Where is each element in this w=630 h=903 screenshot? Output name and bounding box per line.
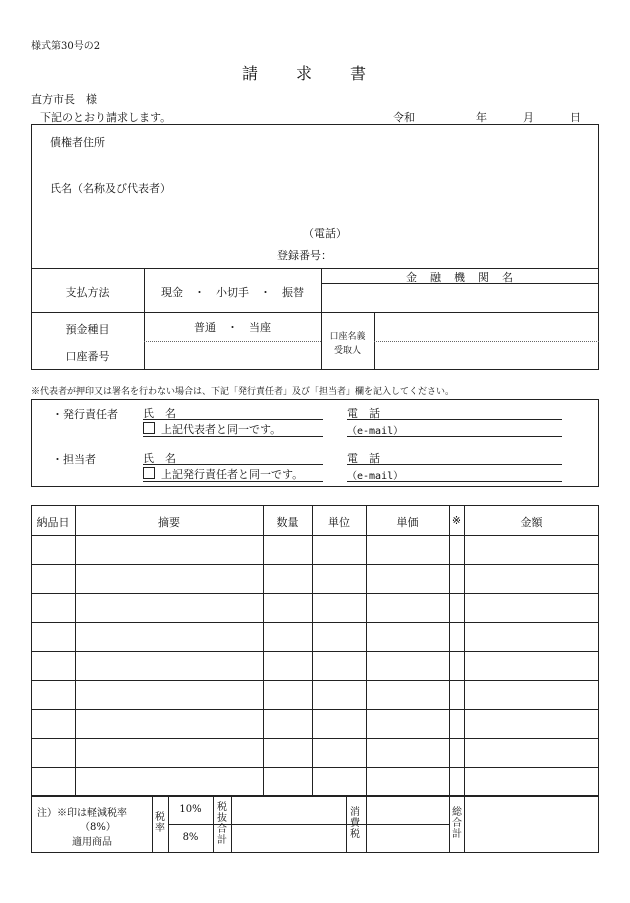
column-line bbox=[464, 505, 465, 795]
table-row-line bbox=[31, 564, 599, 565]
issuer-name-field[interactable] bbox=[180, 403, 323, 419]
footer-note-line2: （8%） bbox=[80, 822, 116, 833]
column-line bbox=[449, 505, 450, 853]
footer-note-line1: 注）※印は軽減税率 bbox=[37, 808, 127, 819]
lead-text: 下記のとおり請求します。 bbox=[40, 111, 172, 124]
header-amount: 金額 bbox=[520, 516, 543, 529]
account-holder-field[interactable] bbox=[377, 315, 596, 339]
table-row-line bbox=[31, 680, 599, 681]
creditor-phone-label: （電話） bbox=[303, 227, 347, 240]
deposit-type-label: 預金種目 bbox=[65, 323, 110, 336]
staff-email-field[interactable] bbox=[420, 465, 562, 481]
table-row-line bbox=[31, 738, 599, 739]
consumption-tax-10-field[interactable] bbox=[368, 798, 447, 822]
dotted-divider bbox=[374, 341, 599, 342]
payment-method-label: 支払方法 bbox=[65, 286, 110, 299]
payment-method-options[interactable]: 現金 ・ 小切手 ・ 振替 bbox=[161, 286, 304, 299]
header-quantity: 数量 bbox=[276, 516, 299, 529]
issuer-name-label: 氏 名 bbox=[143, 407, 176, 420]
issuer-label: ・発行責任者 bbox=[52, 408, 118, 421]
tax-rate-label: 税率 bbox=[155, 812, 165, 834]
header-description: 摘要 bbox=[158, 516, 180, 529]
bank-name-label: 金 融 機 関 名 bbox=[406, 271, 514, 284]
date-day: 日 bbox=[570, 111, 581, 124]
footer-note-line3: 適用商品 bbox=[72, 837, 112, 848]
creditor-address-field[interactable] bbox=[130, 130, 590, 152]
staff-check-underline bbox=[143, 481, 323, 482]
issuer-same-label: 上記代表者と同一です。 bbox=[161, 423, 282, 436]
staff-phone-field[interactable] bbox=[390, 448, 562, 464]
divider bbox=[31, 312, 599, 313]
representative-note: ※代表者が押印又は署名を行わない場合は、下記「発行責任者」及び「担当者」欄を記入してください。 bbox=[31, 387, 455, 397]
dotted-divider bbox=[144, 341, 321, 342]
divider bbox=[168, 824, 449, 825]
header-delivery-date: 納品日 bbox=[36, 516, 70, 529]
issuer-email-label: （e-mail） bbox=[347, 426, 404, 437]
staff-email-underline bbox=[347, 481, 562, 482]
creditor-name-field[interactable] bbox=[180, 176, 590, 198]
header-unit-price: 単価 bbox=[396, 516, 419, 529]
registration-number-label: 登録番号： bbox=[277, 249, 332, 262]
pretax-total-label: 税抜合計 bbox=[217, 802, 227, 846]
payee-label: 受取人 bbox=[333, 346, 361, 356]
pretax-total-8-field[interactable] bbox=[233, 827, 344, 851]
column-line bbox=[312, 505, 313, 795]
header-reduced-mark: ※ bbox=[451, 514, 462, 527]
column-line bbox=[75, 505, 76, 795]
staff-same-label: 上記発行責任者と同一です。 bbox=[161, 468, 304, 481]
account-number-field[interactable] bbox=[147, 344, 318, 366]
form-number: 様式第30号の2 bbox=[31, 41, 101, 52]
issuer-same-checkbox[interactable] bbox=[143, 422, 155, 434]
registration-number-field[interactable] bbox=[345, 243, 590, 261]
issuer-phone-label: 電 話 bbox=[347, 407, 380, 420]
staff-same-checkbox[interactable] bbox=[143, 467, 155, 479]
payee-field[interactable] bbox=[377, 344, 596, 368]
staff-label: ・担当者 bbox=[52, 453, 96, 466]
grand-total-label: 総合計 bbox=[452, 807, 462, 840]
column-line bbox=[366, 505, 367, 795]
account-number-label: 口座番号 bbox=[65, 350, 110, 363]
rate-8-percent: 8% bbox=[182, 832, 199, 843]
creditor-address-label: 債権者住所 bbox=[50, 136, 105, 149]
issuer-check-underline bbox=[143, 436, 323, 437]
creditor-phone-field[interactable] bbox=[345, 221, 590, 239]
grand-total-field[interactable] bbox=[466, 798, 597, 851]
deposit-type-options[interactable]: 普通 ・ 当座 bbox=[194, 321, 271, 334]
staff-name-field[interactable] bbox=[180, 448, 323, 464]
issuer-email-underline bbox=[347, 436, 562, 437]
creditor-name-label: 氏名（名称及び代表者） bbox=[50, 182, 171, 195]
header-unit: 単位 bbox=[328, 516, 350, 529]
staff-name-underline bbox=[143, 464, 323, 465]
account-holder-label: 口座名義 bbox=[329, 332, 366, 342]
issuer-phone-field[interactable] bbox=[390, 403, 562, 419]
table-header-divider bbox=[31, 535, 599, 536]
pretax-total-10-field[interactable] bbox=[233, 798, 344, 822]
addressee: 直方市長 様 bbox=[31, 93, 97, 106]
column-line bbox=[263, 505, 264, 795]
date-year: 年 bbox=[476, 111, 487, 124]
consumption-tax-8-field[interactable] bbox=[368, 827, 447, 851]
staff-name-label: 氏 名 bbox=[143, 452, 176, 465]
table-footer-divider bbox=[31, 795, 599, 797]
staff-email-label: （e-mail） bbox=[347, 471, 404, 482]
column-line bbox=[464, 795, 465, 853]
issuer-name-underline bbox=[143, 419, 323, 420]
table-row-line bbox=[31, 593, 599, 594]
table-row-line bbox=[31, 709, 599, 710]
column-line bbox=[152, 795, 153, 853]
table-row-line bbox=[31, 622, 599, 623]
table-row-line bbox=[31, 767, 599, 768]
date-month: 月 bbox=[523, 111, 534, 124]
issuer-email-field[interactable] bbox=[420, 420, 562, 436]
date-era: 令和 bbox=[393, 111, 415, 124]
rate-10-percent: 10% bbox=[179, 804, 202, 815]
bank-name-field[interactable] bbox=[324, 287, 596, 309]
page-title: 請 求 書 bbox=[242, 64, 369, 83]
table-row-line bbox=[31, 651, 599, 652]
consumption-tax-label: 消費税 bbox=[350, 807, 360, 840]
staff-phone-label: 電 話 bbox=[347, 452, 380, 465]
